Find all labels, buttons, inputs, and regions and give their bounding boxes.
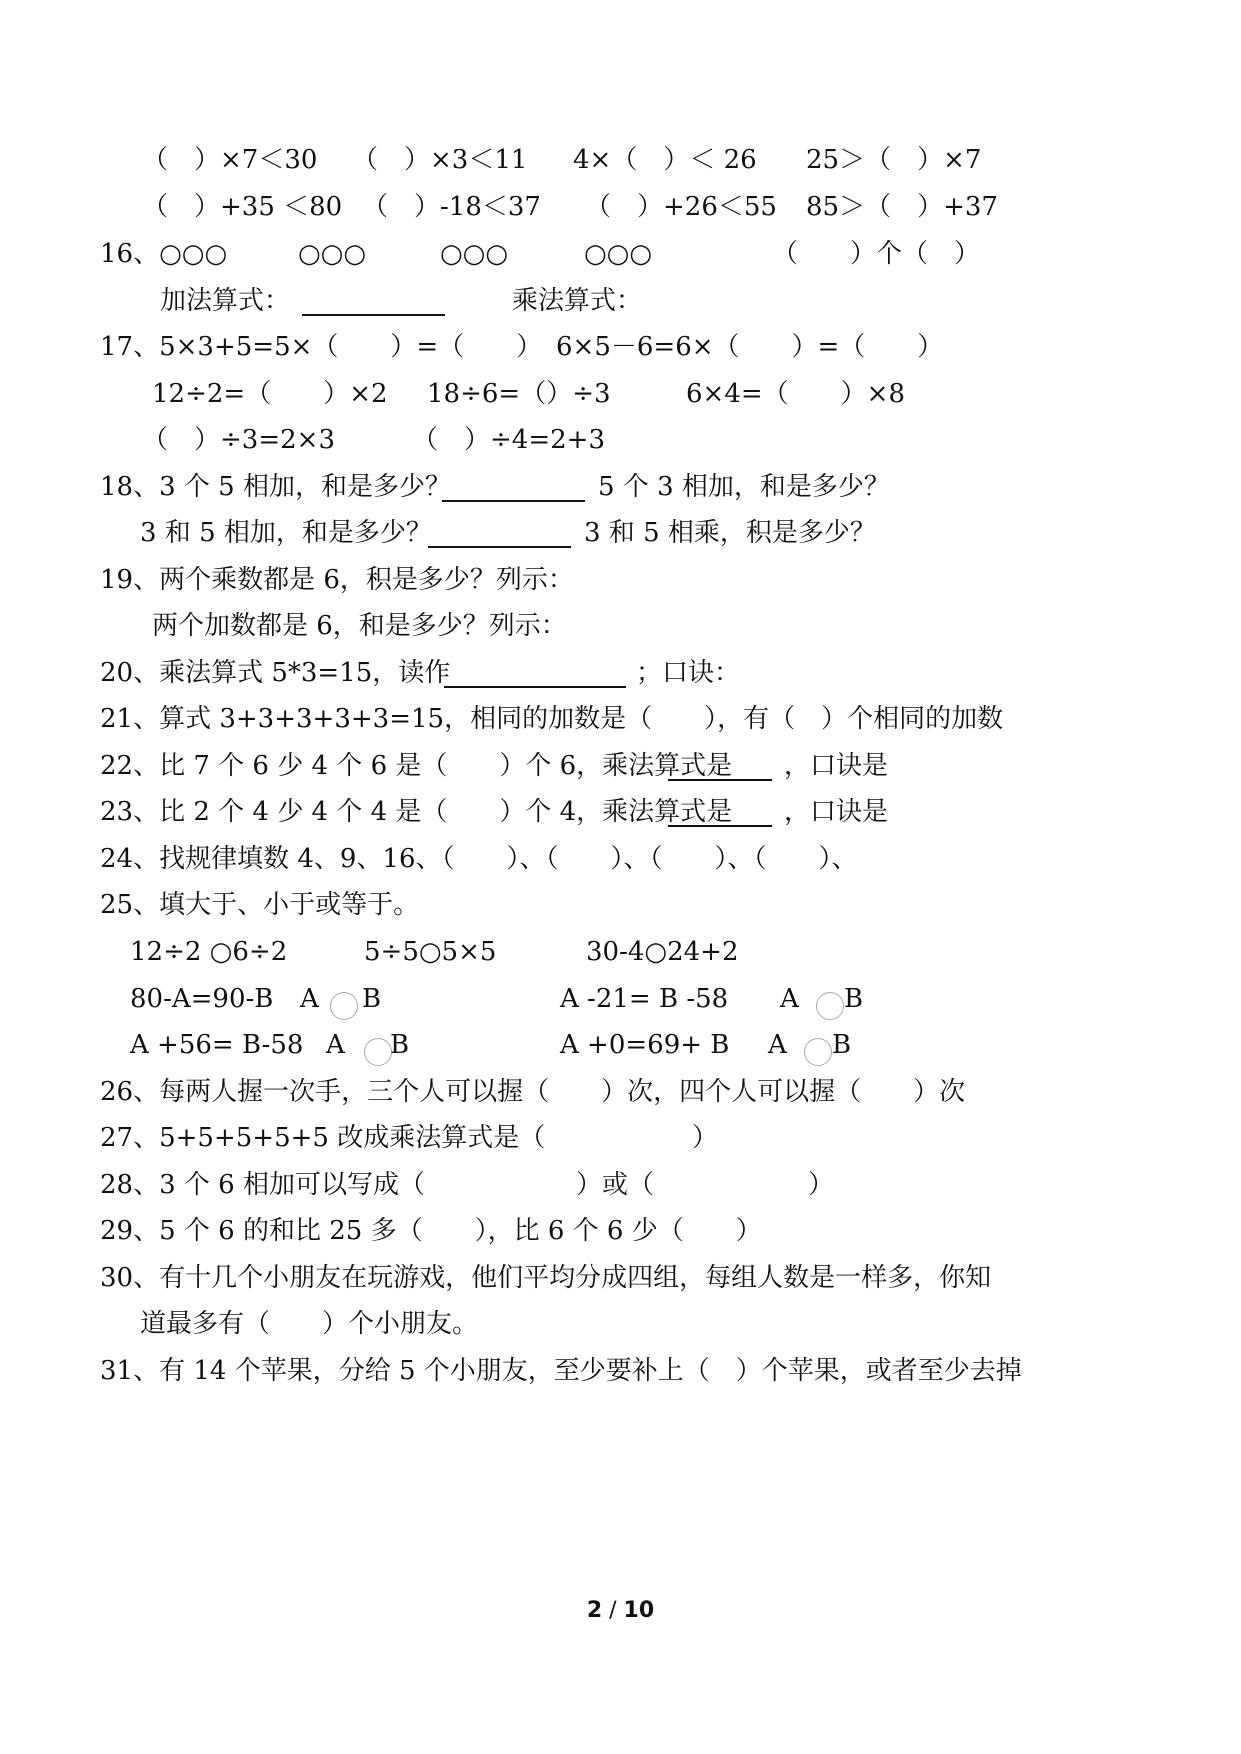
question-text: 27、5+5+5+5+5 改成乘法算式是（ <box>100 1123 546 1153</box>
row-15a <box>0 143 982 177</box>
question-23 <box>0 795 889 829</box>
var-label: A <box>300 984 319 1014</box>
compare-circle[interactable] <box>364 1038 392 1066</box>
label: 加法算式： <box>160 286 291 316</box>
compare-expr: 30-4○24+2 <box>586 937 739 967</box>
compare-circle[interactable] <box>804 1038 832 1066</box>
question-24: 24、找规律填数 4、9、16、（ ）、（ ）、（ ）、（ ）、 <box>100 844 858 874</box>
compare-expr: A -21= B -58 <box>560 984 729 1014</box>
expr: （ ）×3＜11 <box>352 145 528 175</box>
question-18 <box>0 470 890 504</box>
expr: （ ）-18＜37 <box>362 192 541 222</box>
answer-blank[interactable] <box>442 500 585 502</box>
total-pages: 10 <box>623 1598 655 1623</box>
question-16-formulas <box>0 284 643 318</box>
question-text: 3 和 5 相乘，积是多少？ <box>584 518 876 548</box>
question-25: 25、填大于、小于或等于。 <box>100 890 420 920</box>
expr: 85＞（ ）+37 <box>806 192 998 222</box>
var-label: B <box>362 984 382 1014</box>
question-29: 29、5 个 6 的和比 25 多（ ），比 6 个 6 少（ ） <box>100 1216 762 1246</box>
circle-group: ○○○ <box>440 239 509 269</box>
question-17-c <box>0 423 605 457</box>
expr: 12÷2=（ ）×2 <box>152 379 388 409</box>
question-25-c <box>0 1028 852 1062</box>
compare-circle[interactable] <box>816 992 844 1020</box>
compare-expr: 5÷5○5×5 <box>364 937 497 967</box>
page-number <box>0 1598 1241 1623</box>
var-label: A <box>326 1030 345 1060</box>
paren-close: ） <box>692 1123 719 1153</box>
expr: （ ）+26＜55 <box>585 192 777 222</box>
var-label: A <box>780 984 799 1014</box>
var-label: B <box>390 1030 410 1060</box>
answer-blank[interactable] <box>302 314 445 316</box>
question-16 <box>0 237 981 271</box>
question-22 <box>0 749 889 783</box>
expr: （ ）÷3=2×3 <box>142 425 335 455</box>
var-label: A <box>768 1030 787 1060</box>
label: 乘法算式： <box>512 286 643 316</box>
expr: （ ）×7＜30 <box>142 145 318 175</box>
question-text: ，口诀是 <box>784 797 889 827</box>
expr: 17、5×3+5=5×（ ）=（ ） <box>100 332 543 362</box>
question-text: 20、乘法算式 5*3=15，读作 <box>100 658 451 688</box>
question-text: 5 个 3 相加，和是多少？ <box>598 472 890 502</box>
current-page: 2 <box>586 1598 603 1623</box>
expr: 4×（ ）＜ 26 <box>573 145 757 175</box>
page-separator: / <box>602 1598 624 1623</box>
compare-expr: A +56= B-58 <box>130 1030 304 1060</box>
question-text: ；口诀： <box>636 658 741 688</box>
question-19-b: 两个加数都是 6，和是多少？列示： <box>152 611 567 641</box>
answer-blank[interactable] <box>444 686 626 688</box>
question-25-a <box>0 935 739 969</box>
expr: 6×5－6=6×（ ）=（ ） <box>556 332 944 362</box>
var-label: B <box>832 1030 852 1060</box>
question-17 <box>0 330 944 364</box>
var-label: B <box>844 984 864 1014</box>
question-20 <box>0 656 741 690</box>
question-17-b <box>0 377 905 411</box>
question-25-b <box>0 982 864 1016</box>
question-30: 30、有十几个小朋友在玩游戏，他们平均分成四组，每组人数是一样多，你知 <box>100 1263 992 1293</box>
expr: 6×4=（ ）×8 <box>686 379 905 409</box>
answer-blank[interactable] <box>668 825 772 827</box>
question-19: 19、两个乘数都是 6，积是多少？列示： <box>100 565 574 595</box>
circle-group: 16、○○○ <box>100 239 228 269</box>
circle-group: ○○○ <box>584 239 653 269</box>
question-text: ）或（ <box>576 1170 655 1200</box>
paren-close: ） <box>808 1170 835 1200</box>
question-text: 18、3 个 5 相加，和是多少？ <box>100 472 451 502</box>
row-15b <box>0 190 998 224</box>
question-text: 22、比 7 个 6 少 4 个 6 是（ ）个 6，乘法算式是 <box>100 751 733 781</box>
compare-circle[interactable] <box>330 992 358 1020</box>
expr: （ ）+35 ＜80 <box>142 192 343 222</box>
question-18-b <box>0 516 876 550</box>
answer-blank-text: （ ）个（ ） <box>772 239 981 269</box>
question-30-b: 道最多有（ ）个小朋友。 <box>140 1309 479 1339</box>
expr: （ ）÷4=2+3 <box>412 425 605 455</box>
answer-blank[interactable] <box>428 546 571 548</box>
expr: 25＞（ ）×7 <box>806 145 982 175</box>
question-text: 3 和 5 相加，和是多少？ <box>140 518 432 548</box>
expr: 18÷6=（）÷3 <box>427 379 611 409</box>
compare-expr: A +0=69+ B <box>560 1030 730 1060</box>
compare-expr: 80-A=90-B <box>130 984 274 1014</box>
question-27 <box>0 1121 719 1155</box>
question-21: 21、算式 3+3+3+3+3=15，相同的加数是（ ），有（ ）个相同的加数 <box>100 704 1004 734</box>
question-28 <box>0 1168 835 1202</box>
question-31: 31、有 14 个苹果，分给 5 个小朋友，至少要补上（ ）个苹果，或者至少去掉 <box>100 1356 1022 1386</box>
answer-blank[interactable] <box>668 779 772 781</box>
compare-expr: 12÷2 ○6÷2 <box>130 937 288 967</box>
circle-group: ○○○ <box>298 239 367 269</box>
question-text: 23、比 2 个 4 少 4 个 4 是（ ）个 4，乘法算式是 <box>100 797 733 827</box>
question-text: 28、3 个 6 相加可以写成（ <box>100 1170 425 1200</box>
question-text: ，口诀是 <box>784 751 889 781</box>
question-26: 26、每两人握一次手，三个人可以握（ ）次，四个人可以握（ ）次 <box>100 1077 966 1107</box>
